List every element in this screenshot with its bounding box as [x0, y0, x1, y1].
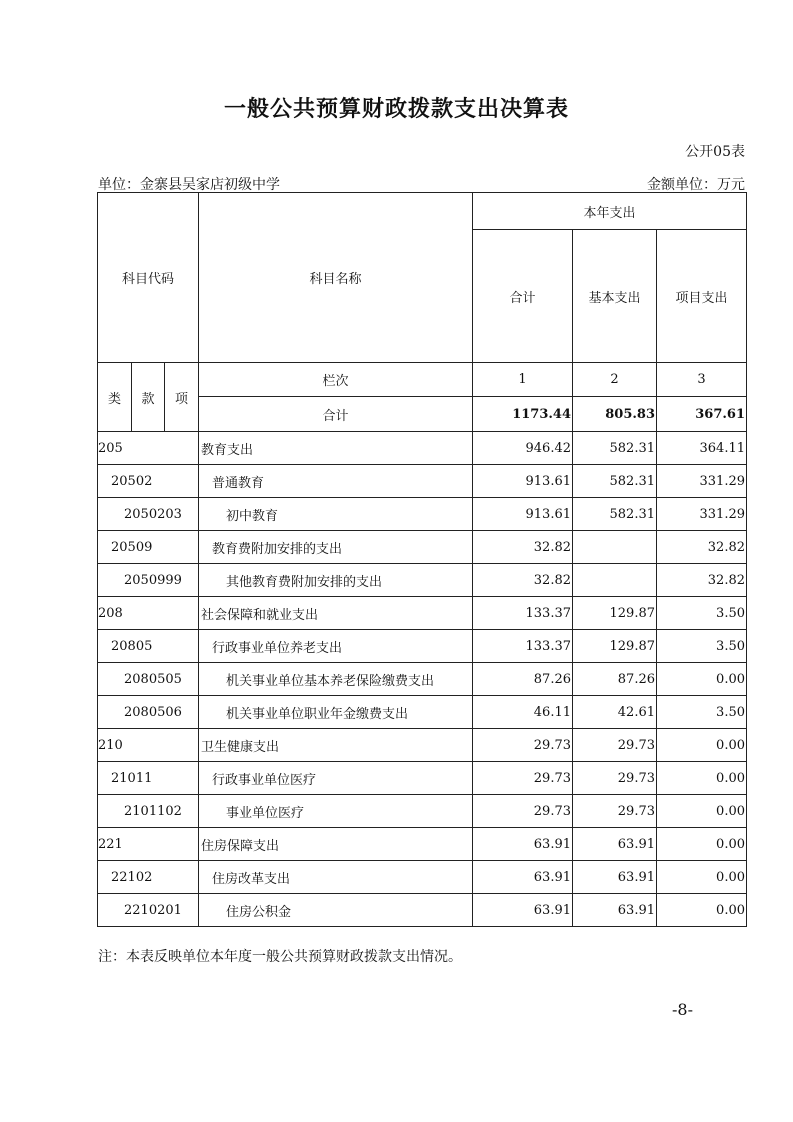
amount-project: 0.00 — [657, 795, 747, 828]
amount-project: 0.00 — [657, 762, 747, 795]
header-subject-code: 科目代码 — [98, 193, 199, 363]
summary-basic: 805.83 — [573, 397, 657, 432]
subject-name: 机关事业单位职业年金缴费支出 — [199, 696, 473, 729]
header-col3: 3 — [657, 363, 747, 397]
amount-total: 913.61 — [473, 465, 573, 498]
table-row — [98, 465, 747, 498]
subject-code: 2101102 — [98, 795, 199, 828]
amount-project: 364.11 — [657, 432, 747, 465]
header-current-year: 本年支出 — [473, 193, 747, 230]
amount-basic: 129.87 — [573, 597, 657, 630]
header-xiang: 项 — [165, 363, 199, 432]
amount-project: 331.29 — [657, 498, 747, 531]
subject-name: 住房改革支出 — [199, 861, 473, 894]
header-subject-name: 科目名称 — [199, 193, 473, 363]
subject-code: 2050203 — [98, 498, 199, 531]
subject-code: 205 — [98, 432, 199, 465]
amount-total: 63.91 — [473, 828, 573, 861]
subject-name: 住房公积金 — [199, 894, 473, 927]
summary-label: 合计 — [199, 397, 473, 432]
amount-total: 46.11 — [473, 696, 573, 729]
reporting-unit: 单位：金寨县吴家店初级中学 — [98, 177, 280, 193]
amount-project: 331.29 — [657, 465, 747, 498]
amount-basic: 29.73 — [573, 729, 657, 762]
subject-code: 2210201 — [98, 894, 199, 927]
subject-code: 2080506 — [98, 696, 199, 729]
expenditure-table — [97, 192, 747, 927]
table-row — [98, 564, 747, 597]
subject-code: 21011 — [98, 762, 199, 795]
header-column-no: 栏次 — [199, 363, 473, 397]
table-row — [98, 861, 747, 894]
amount-project: 3.50 — [657, 696, 747, 729]
amount-basic: 63.91 — [573, 861, 657, 894]
footnote: 注：本表反映单位本年度一般公共预算财政拨款支出情况。 — [98, 949, 462, 965]
table-row — [98, 663, 747, 696]
header-project: 项目支出 — [657, 230, 747, 363]
subject-name: 教育支出 — [199, 432, 473, 465]
amount-total: 32.82 — [473, 531, 573, 564]
table-row — [98, 597, 747, 630]
subject-name: 卫生健康支出 — [199, 729, 473, 762]
amount-basic: 63.91 — [573, 828, 657, 861]
amount-project: 0.00 — [657, 894, 747, 927]
summary-project: 367.61 — [657, 397, 747, 432]
amount-basic: 29.73 — [573, 762, 657, 795]
subject-code: 20805 — [98, 630, 199, 663]
page-number: -8- — [672, 1000, 693, 1019]
amount-total: 63.91 — [473, 861, 573, 894]
amount-total: 32.82 — [473, 564, 573, 597]
subject-code: 20502 — [98, 465, 199, 498]
table-row — [98, 828, 747, 861]
amount-project: 32.82 — [657, 531, 747, 564]
subject-name: 行政事业单位养老支出 — [199, 630, 473, 663]
amount-basic: 582.31 — [573, 465, 657, 498]
amount-basic: 582.31 — [573, 432, 657, 465]
header-total: 合计 — [473, 230, 573, 363]
amount-total: 29.73 — [473, 795, 573, 828]
amount-project: 32.82 — [657, 564, 747, 597]
amount-project: 0.00 — [657, 861, 747, 894]
page-title: 一般公共预算财政拨款支出决算表 — [223, 96, 569, 122]
amount-basic: 29.73 — [573, 795, 657, 828]
subject-code: 2050999 — [98, 564, 199, 597]
header-col1: 1 — [473, 363, 573, 397]
header-col2: 2 — [573, 363, 657, 397]
subject-code: 2080505 — [98, 663, 199, 696]
subject-name: 其他教育费附加安排的支出 — [199, 564, 473, 597]
subject-code: 221 — [98, 828, 199, 861]
amount-basic: 129.87 — [573, 630, 657, 663]
subject-code: 22102 — [98, 861, 199, 894]
table-row — [98, 762, 747, 795]
money-unit: 金额单位：万元 — [647, 177, 745, 193]
table-row — [98, 432, 747, 465]
amount-basic: 42.61 — [573, 696, 657, 729]
amount-project: 3.50 — [657, 597, 747, 630]
amount-total: 29.73 — [473, 729, 573, 762]
table-row — [98, 498, 747, 531]
subject-name: 社会保障和就业支出 — [199, 597, 473, 630]
amount-total: 133.37 — [473, 597, 573, 630]
form-number: 公开05表 — [685, 144, 745, 160]
amount-project: 0.00 — [657, 729, 747, 762]
header-basic: 基本支出 — [573, 230, 657, 363]
amount-total: 133.37 — [473, 630, 573, 663]
table-row — [98, 795, 747, 828]
subject-name: 住房保障支出 — [199, 828, 473, 861]
header-kuan: 款 — [132, 363, 165, 432]
header-lei: 类 — [98, 363, 132, 432]
table-row — [98, 696, 747, 729]
subject-code: 208 — [98, 597, 199, 630]
summary-total: 1173.44 — [473, 397, 573, 432]
subject-name: 初中教育 — [199, 498, 473, 531]
amount-total: 946.42 — [473, 432, 573, 465]
subject-name: 行政事业单位医疗 — [199, 762, 473, 795]
subject-name: 机关事业单位基本养老保险缴费支出 — [199, 663, 473, 696]
table-row — [98, 894, 747, 927]
amount-total: 63.91 — [473, 894, 573, 927]
subject-name: 教育费附加安排的支出 — [199, 531, 473, 564]
amount-basic: 582.31 — [573, 498, 657, 531]
table-row — [98, 531, 747, 564]
subject-code: 20509 — [98, 531, 199, 564]
amount-total: 87.26 — [473, 663, 573, 696]
subject-name: 事业单位医疗 — [199, 795, 473, 828]
subject-code: 210 — [98, 729, 199, 762]
amount-total: 913.61 — [473, 498, 573, 531]
subject-name: 普通教育 — [199, 465, 473, 498]
amount-project: 3.50 — [657, 630, 747, 663]
amount-basic: 87.26 — [573, 663, 657, 696]
amount-basic — [573, 564, 657, 597]
amount-total: 29.73 — [473, 762, 573, 795]
table-row — [98, 729, 747, 762]
amount-basic: 63.91 — [573, 894, 657, 927]
amount-project: 0.00 — [657, 663, 747, 696]
amount-project: 0.00 — [657, 828, 747, 861]
table-row — [98, 630, 747, 663]
amount-basic — [573, 531, 657, 564]
